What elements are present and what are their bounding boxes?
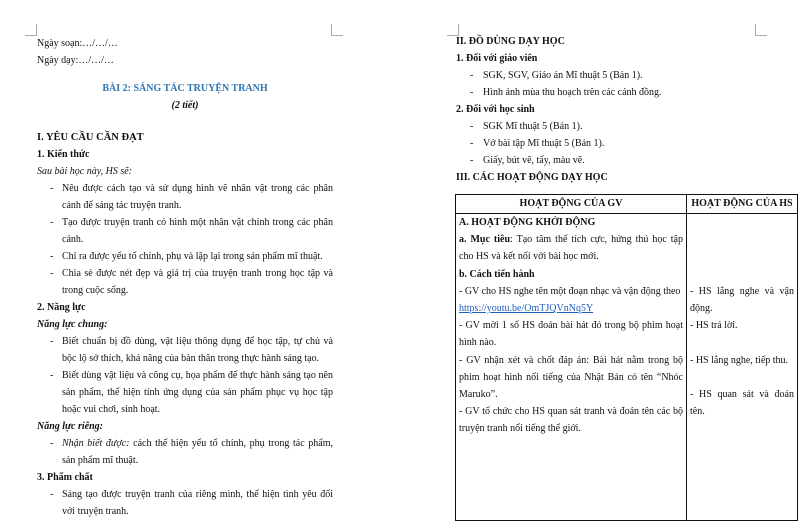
hs-step-4: - HS quan sát và đoán tên. [690,388,794,418]
activities-table [455,194,798,521]
list-item: - Vở bài tập Mĩ thuật 5 (Bản 1). [456,135,796,152]
competence-heading: 2. Năng lực [37,302,86,313]
list-item: - Tạo được truyện tranh có hình một nhân vật chính trong các phân cảnh. [37,214,333,248]
lesson-title: BÀI 2: SÁNG TÁC TRUYỆN TRANH [102,83,268,94]
hs-step-3: - HS lắng nghe, tiếp thu. [690,354,789,366]
objective-label: a. Mục tiêu [459,234,511,246]
gv-activities-cell [456,214,687,521]
teacher-heading: 1. Đối với giáo viên [456,53,538,64]
knowledge-heading: 1. Kiến thức [37,149,90,160]
list-item: - Biết dùng vật liệu và công cụ, họa phẩm để thực hành sáng tạo nên sản phẩm, thể hiện tính ứng dụng của sản phẩm phục vụ học tập hoặc vui chơi, sinh hoạt. [37,367,333,418]
list-item: - Chia sẻ được nét đẹp và giá trị của truyện tranh trong học tập và trong cuộc sống. [37,265,333,299]
section3-heading: III. CÁC HOẠT ĐỘNG DẠY HỌC [456,172,608,183]
gv-step-3: - GV nhận xét và chốt đáp án: Bài hát nằm trong bộ phim hoạt hình nổi tiếng của Nhật Bản có tên “Nhóc Maruko”. [459,354,683,401]
general-competence-label: Năng lực chung: [37,319,108,330]
section2-heading: II. ĐỒ DÙNG DẠY HỌC [456,36,565,47]
list-item: - Hình ảnh mùa thu hoạch trên các cánh đồng. [456,84,796,101]
column-header-hs: HOẠT ĐỘNG CỦA HS [687,195,798,214]
list-item: - SGK, SGV, Giáo án Mĩ thuật 5 (Bản 1). [456,67,796,84]
procedure-label: b. Cách tiến hành [459,268,535,280]
student-list [456,118,796,169]
list-item: - SGK Mĩ thuật 5 (Bản 1). [456,118,796,135]
page-corner-mark [25,24,37,36]
qualities-list [37,486,333,520]
gv-step-1: - GV cho HS nghe tên một đoạn nhạc và vận động theo [459,285,681,297]
list-item [37,435,333,469]
activity-heading: A. HOẠT ĐỘNG KHỞI ĐỘNG [459,217,596,228]
list-item: - Sáng tạo được truyện tranh của riêng mình, thể hiện tình yêu đối với truyện tranh. [37,486,333,520]
video-link[interactable]: https://youtu.be/OmTJQVnNq5Y [459,303,594,315]
knowledge-list [37,180,333,299]
list-item: - Biết chuẩn bị đồ dùng, vật liệu thông dụng để học tập, tự chủ và bộc lộ sở thích, khả năng của bản thân trong thực hành sáng tạo. [37,333,333,367]
general-competence-list [37,333,333,418]
objective-text: : Tạo tâm thế tích cực, hứng thú học tập cho HS và kết nối với bài học mới. [459,234,683,263]
hs-step-2: - HS trả lời. [690,320,738,332]
date-prepared: Ngày soạn:…/…/… [37,38,118,49]
document-page-right [420,0,803,528]
hs-activities-cell [687,214,798,521]
teacher-list [456,67,796,101]
specific-competence-list [37,435,333,469]
qualities-heading: 3. Phẩm chất [37,472,93,483]
list-item: - Chỉ ra được yếu tố chính, phụ và lặp lại trong sản phẩm mĩ thuật. [37,248,333,265]
specific-item-lead: Nhận biết được: [62,438,130,449]
list-item: - Giấy, bút vẽ, tẩy, màu vẽ. [456,152,796,169]
gv-step-4: - GV tổ chức cho HS quan sát tranh và đoán tên các bộ truyện tranh nổi tiếng thế giới. [459,406,683,435]
gv-step-2: - GV mời 1 số HS đoán bài hát đó trong bộ phim hoạt hình nào. [459,320,683,349]
hs-step-1: - HS lắng nghe và vận động. [690,286,794,315]
specific-item-text: cách thể hiện yếu tố chính, phụ trong tác phẩm, sản phẩm mĩ thuật. [62,438,333,466]
student-heading: 2. Đối với học sinh [456,104,535,115]
list-item: - Nêu được cách tạo và sử dụng hình vẽ nhân vật trong các phân cảnh để sáng tác truyện tranh. [37,180,333,214]
column-header-gv: HOẠT ĐỘNG CỦA GV [456,195,687,214]
specific-competence-label: Năng lực riêng: [37,421,103,432]
lesson-duration: (2 tiết) [171,100,199,111]
date-taught: Ngày dạy:…/…/… [37,55,114,66]
section1-heading: I. YÊU CẦU CẦN ĐẠT [37,132,144,143]
objective [459,231,683,265]
knowledge-intro: Sau bài học này, HS sẽ: [37,166,132,177]
